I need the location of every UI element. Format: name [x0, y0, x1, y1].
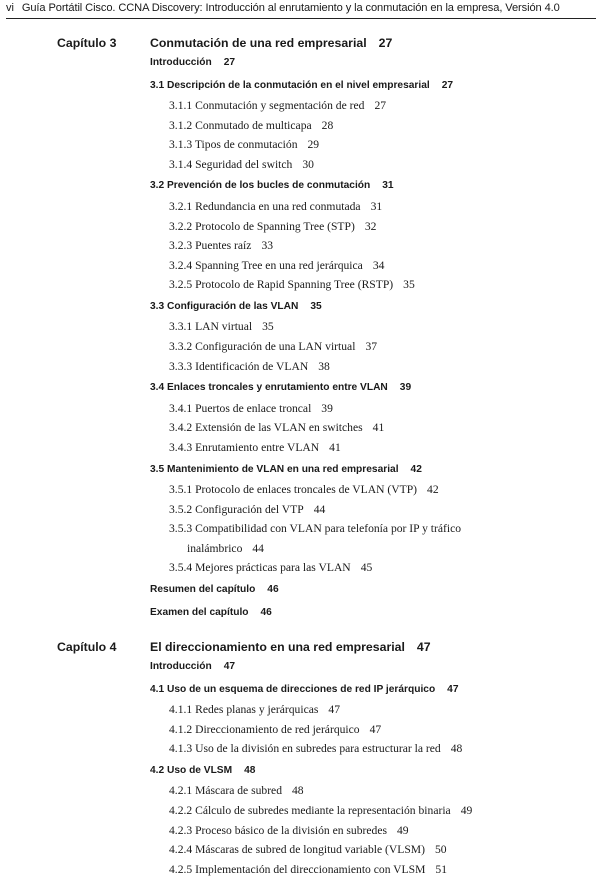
entry-page-number: 33	[261, 239, 274, 253]
subsection-entry	[169, 278, 415, 291]
subsection-entry	[169, 360, 330, 373]
subsection-entry	[169, 119, 333, 132]
entry-page-number: 35	[262, 320, 274, 334]
entry-page-number: 29	[307, 138, 320, 152]
entry-title: 3.1.1 Conmutación y segmentación de red	[169, 99, 365, 112]
entry-page-number: 44	[313, 502, 326, 516]
subsection-entry	[169, 843, 447, 856]
entry-page-number: 41	[329, 440, 341, 454]
subsection-entry	[169, 784, 304, 797]
entry-page-number: 46	[260, 606, 272, 618]
entry-page-number: 27	[223, 57, 236, 68]
section-entry	[150, 180, 394, 191]
entry-title: 4.2.1 Máscara de subred	[169, 784, 282, 798]
entry-title: Introducción	[150, 661, 212, 672]
section-entry	[150, 80, 453, 91]
entry-page-number: 49	[396, 823, 409, 837]
entry-page-number: 48	[244, 764, 256, 776]
entry-page-number: 37	[365, 340, 378, 353]
subsection-entry	[187, 542, 264, 555]
subsection-entry	[169, 239, 273, 252]
entry-page-number: 39	[321, 401, 333, 415]
chapter-title-text: El direccionamiento en una red empresarial	[150, 640, 405, 654]
subsection-entry	[169, 863, 447, 876]
entry-page-number: 35	[310, 300, 322, 312]
entry-title: 3.5 Mantenimiento de VLAN en una red empresarial	[150, 463, 399, 475]
entry-title: 4.1.3 Uso de la división en subredes para estructurar la red	[169, 742, 441, 756]
entry-page-number: 31	[370, 199, 383, 213]
chapter-title-text: Conmutación de una red empresarial	[150, 36, 367, 50]
entry-title: 3.2 Prevención de los bucles de conmutación	[150, 180, 371, 192]
entry-title: 3.3.2 Configuración de una LAN virtual	[169, 340, 356, 353]
subsection-entry	[169, 522, 461, 535]
subsection-entry	[169, 824, 409, 837]
entry-title: 3.5.3 Compatibilidad con VLAN para telefonía por IP y tráfico	[169, 522, 462, 536]
entry-page-number: 47	[447, 683, 459, 695]
entry-title: Introducción	[150, 57, 212, 68]
entry-title: 3.4.3 Enrutamiento entre VLAN	[169, 440, 320, 454]
page-number: vi	[6, 2, 14, 14]
entry-page-number: 48	[450, 742, 463, 756]
entry-page-number: 35	[403, 278, 415, 292]
chapter-label: Capítulo 4	[57, 640, 117, 654]
entry-page-number: 48	[292, 784, 304, 798]
section-entry	[150, 301, 322, 312]
entry-title: 3.1.4 Seguridad del switch	[169, 157, 293, 171]
section-entry	[150, 765, 255, 776]
entry-title: 3.1.2 Conmutado de multicapa	[169, 118, 312, 132]
entry-title: Examen del capítulo	[150, 606, 249, 618]
entry-title: Resumen del capítulo	[150, 584, 256, 595]
entry-page-number: 46	[267, 584, 279, 595]
entry-page-number: 50	[434, 843, 447, 857]
chapter-label: Capítulo 3	[57, 36, 117, 50]
entry-title: 4.2.5 Implementación del direccionamiento con VLSM	[169, 862, 426, 876]
entry-title: inalámbrico	[187, 541, 243, 555]
subsection-entry	[169, 200, 382, 213]
entry-title: 3.1.3 Tipos de conmutación	[169, 138, 298, 152]
entry-title: 3.2.3 Puentes raíz	[169, 239, 252, 253]
entry-title: 3.2.5 Protocolo de Rapid Spanning Tree (RSTP)	[169, 278, 394, 292]
subsection-entry	[169, 503, 325, 516]
entry-title: 3.3 Configuración de las VLAN	[150, 300, 299, 312]
entry-page-number: 47	[369, 722, 382, 736]
entry-title: 3.5.1 Protocolo de enlaces troncales de VLAN (VTP)	[169, 483, 418, 496]
section-entry	[150, 464, 422, 475]
entry-title: 3.5.2 Configuración del VTP	[169, 502, 304, 516]
section-entry	[150, 684, 459, 695]
entry-page-number: 49	[460, 803, 473, 817]
entry-title: 3.3.3 Identificación de VLAN	[169, 359, 309, 373]
entry-title: 3.5.4 Mejores prácticas para las VLAN	[169, 561, 351, 575]
subsection-entry	[169, 402, 333, 415]
chapter-title	[150, 640, 431, 654]
chapter-page-number: 27	[378, 36, 393, 50]
subsection-entry	[169, 561, 372, 574]
entry-title: 4.1.1 Redes planas y jerárquicas	[169, 703, 319, 716]
entry-title: 3.2.4 Spanning Tree en una red jerárquica	[169, 258, 363, 272]
section-entry	[150, 382, 411, 393]
section-entry	[150, 57, 235, 68]
entry-page-number: 47	[328, 703, 340, 716]
subsection-entry	[169, 804, 472, 817]
subsection-entry	[169, 441, 341, 454]
entry-page-number: 27	[374, 99, 387, 112]
entry-page-number: 41	[372, 421, 385, 435]
subsection-entry	[169, 99, 386, 112]
entry-title: 3.4.2 Extensión de las VLAN en switches	[169, 421, 363, 435]
subsection-entry	[169, 723, 381, 736]
entry-page-number: 27	[441, 79, 454, 91]
subsection-entry	[169, 220, 376, 233]
running-header	[6, 2, 596, 19]
subsection-entry	[169, 158, 314, 171]
entry-title: 3.4 Enlaces troncales y enrutamiento entre VLAN	[150, 382, 388, 394]
entry-title: 4.2 Uso de VLSM	[150, 764, 233, 776]
entry-title: 3.2.2 Protocolo de Spanning Tree (STP)	[169, 219, 355, 233]
subsection-entry	[169, 421, 384, 434]
entry-page-number: 28	[321, 118, 334, 132]
entry-page-number: 30	[302, 157, 314, 171]
entry-page-number: 39	[399, 382, 412, 394]
entry-title: 4.2.4 Máscaras de subred de longitud variable (VLSM)	[169, 843, 425, 857]
entry-page-number: 42	[410, 463, 422, 475]
entry-page-number: 47	[223, 661, 236, 672]
entry-page-number: 45	[360, 561, 373, 575]
entry-page-number: 32	[364, 219, 377, 233]
subsection-entry	[169, 340, 377, 353]
entry-page-number: 42	[427, 483, 439, 496]
entry-title: 3.2.1 Redundancia en una red conmutada	[169, 199, 361, 213]
subsection-entry	[169, 320, 274, 333]
subsection-entry	[169, 742, 462, 755]
entry-page-number: 51	[435, 862, 447, 876]
book-title: Guía Portátil Cisco. CCNA Discovery: Introducción al enrutamiento y la conmutación en la empresa, Versión 4.0	[21, 2, 560, 14]
entry-page-number: 34	[372, 258, 385, 272]
entry-title: 3.3.1 LAN virtual	[169, 320, 253, 334]
entry-title: 4.2.3 Proceso básico de la división en subredes	[169, 823, 387, 837]
subsection-entry	[169, 483, 439, 496]
chapter-page-number: 47	[416, 640, 431, 654]
section-entry	[150, 584, 279, 595]
subsection-entry	[169, 259, 384, 272]
entry-page-number: 38	[318, 359, 330, 373]
subsection-entry	[169, 138, 319, 151]
entry-title: 4.1 Uso de un esquema de direcciones de red IP jerárquico	[150, 683, 436, 695]
entry-title: 4.1.2 Direccionamiento de red jerárquico	[169, 722, 360, 736]
section-entry	[150, 607, 272, 618]
section-entry	[150, 661, 235, 672]
chapter-title	[150, 36, 392, 50]
entry-title: 3.4.1 Puertos de enlace troncal	[169, 401, 312, 415]
subsection-entry	[169, 703, 340, 716]
entry-page-number: 31	[382, 180, 394, 192]
entry-title: 3.1 Descripción de la conmutación en el nivel empresarial	[150, 79, 430, 91]
entry-page-number: 44	[252, 541, 264, 555]
entry-title: 4.2.2 Cálculo de subredes mediante la representación binaria	[169, 803, 451, 817]
